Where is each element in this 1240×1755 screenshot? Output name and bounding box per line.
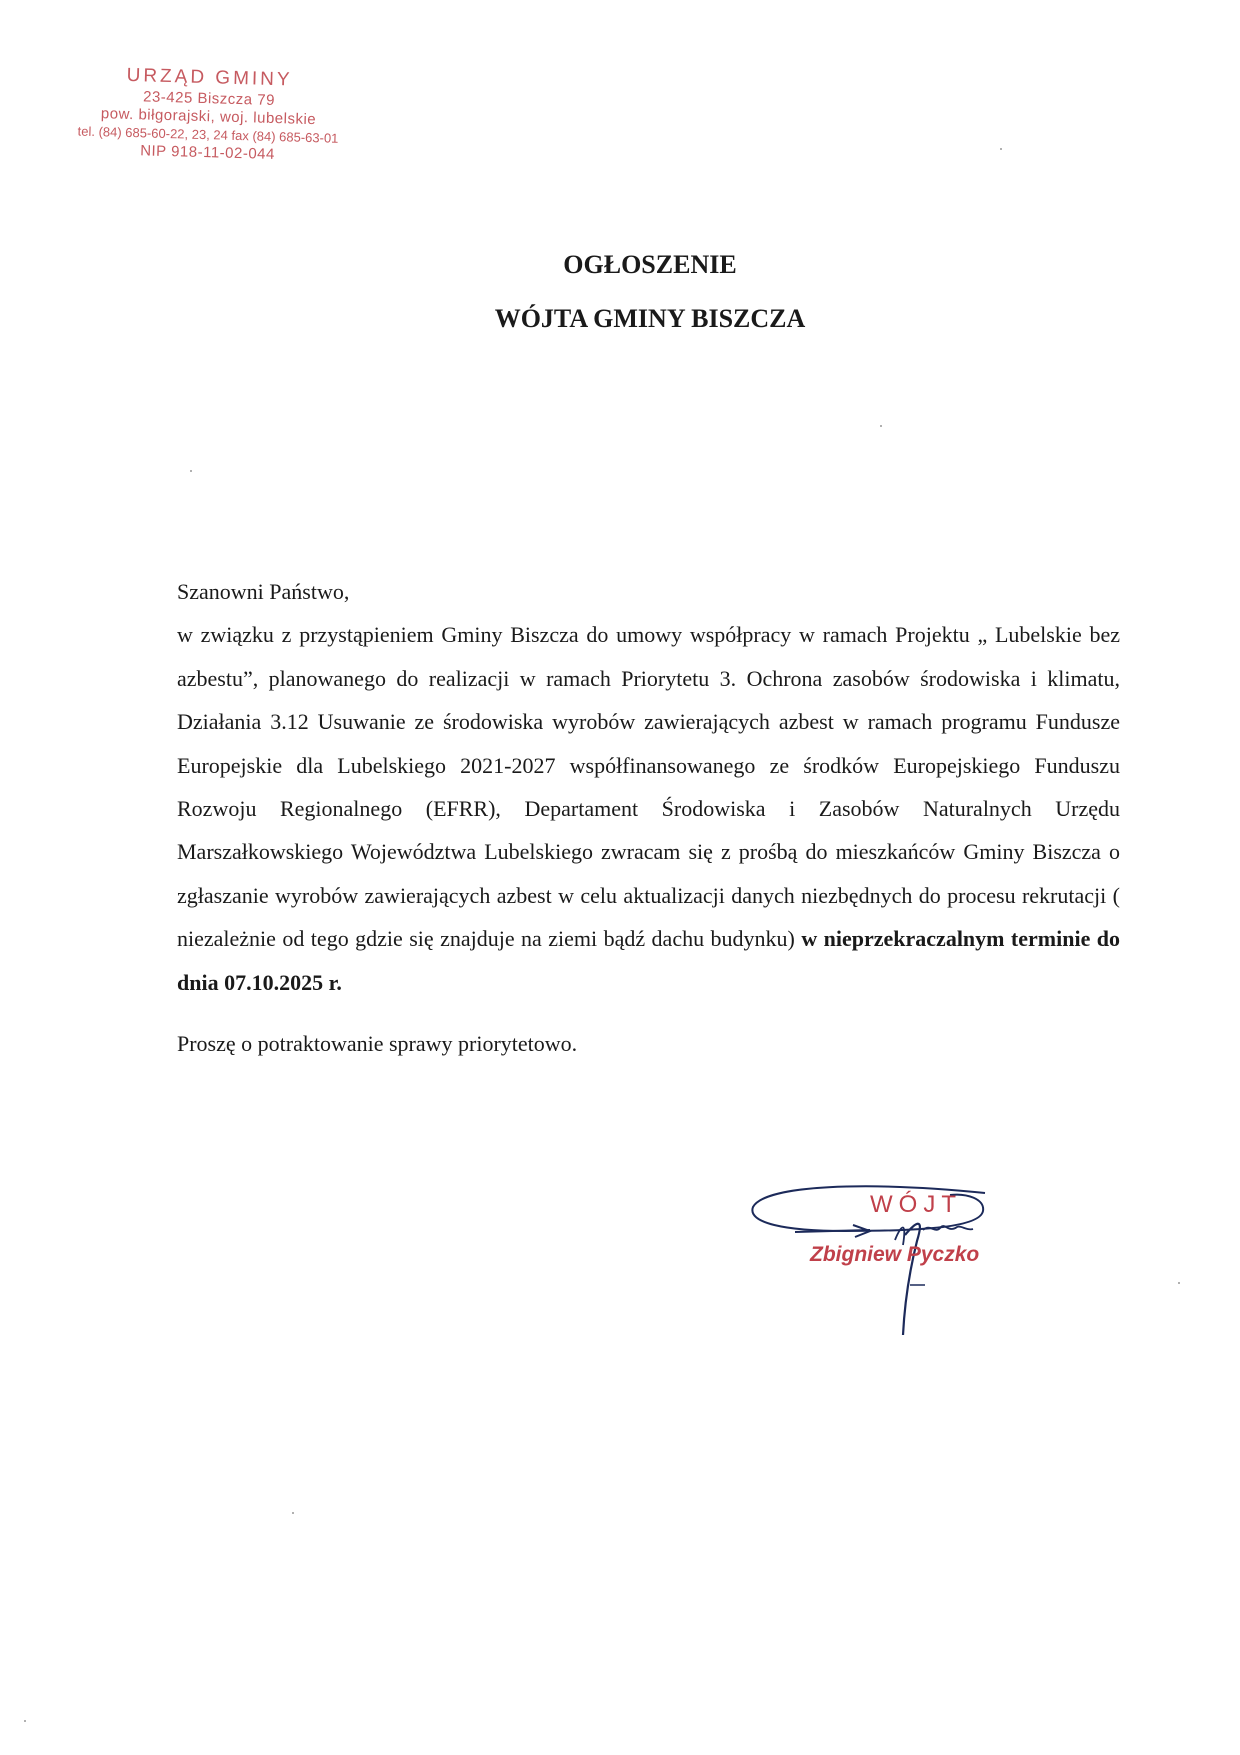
stamp-title: URZĄD GMINY [126,64,293,91]
paragraph-text: w związku z przystąpieniem Gminy Biszcza do umowy współpracy w ramach Projektu „ Lubelskie bez azbestu”, planowanego do realizacji w ramach Priorytetu 3. Ochrona zasobów środowiska i klimatu, Działania 3.12 Usuwanie ze środowiska wyrobów zawierających azbest w ramach programu Fundusze Europejskie dla Lubelskiego 2021-2027 współfinansowanego ze środków Europejskiego Funduszu Rozwoju Regionalnego (EFRR), Departament Środowiska i Zasobów Naturalnych Urzędu Marszałkowskiego Województwa Lubelskiego zwracam się z prośbą do mieszkańców Gminy Biszcza o zgłaszanie wyrobów zawierających azbest w celu aktualizacji danych niezbędnych do procesu rekrutacji ( niezależnie od tego gdzie się znajduje na ziemi bądź dachu budynku) [177,622,1120,952]
office-stamp [57,62,360,166]
deadline-text: w nieprzekraczalnym terminie do dnia 07.10.2025 r. [177,926,1121,995]
greeting: Szanowni Państwo, [177,579,350,604]
stamp-address: 23-425 Biszcza 79 [142,88,276,110]
scan-speck [880,425,882,427]
closing-sentence: Proszę o potraktowanie sprawy priorytetowo. [177,1031,578,1057]
signature-name: Zbigniew Pyczko [810,1243,980,1266]
signature-stamp [745,1185,1045,1355]
scan-speck [190,470,192,472]
announcement-heading [0,250,1240,334]
stamp-nip: NIP 918-11-02-044 [139,142,276,164]
scan-speck [1178,1282,1180,1284]
stamp-region: pow. biłgorajski, woj. lubelskie [100,105,317,129]
document-title: OGŁOSZENIE [563,250,737,279]
scan-speck [1000,148,1002,150]
stamp-phone: tel. (84) 685-60-22, 23, 24 fax (84) 685-63-01 [77,123,339,146]
scan-speck [24,1720,26,1722]
signature-role: WÓJT [870,1191,962,1218]
scan-speck [292,1512,294,1514]
main-paragraph [177,613,1120,1004]
document-subtitle: WÓJTA GMINY BISZCZA [494,304,806,333]
letter-body [177,570,1120,1065]
